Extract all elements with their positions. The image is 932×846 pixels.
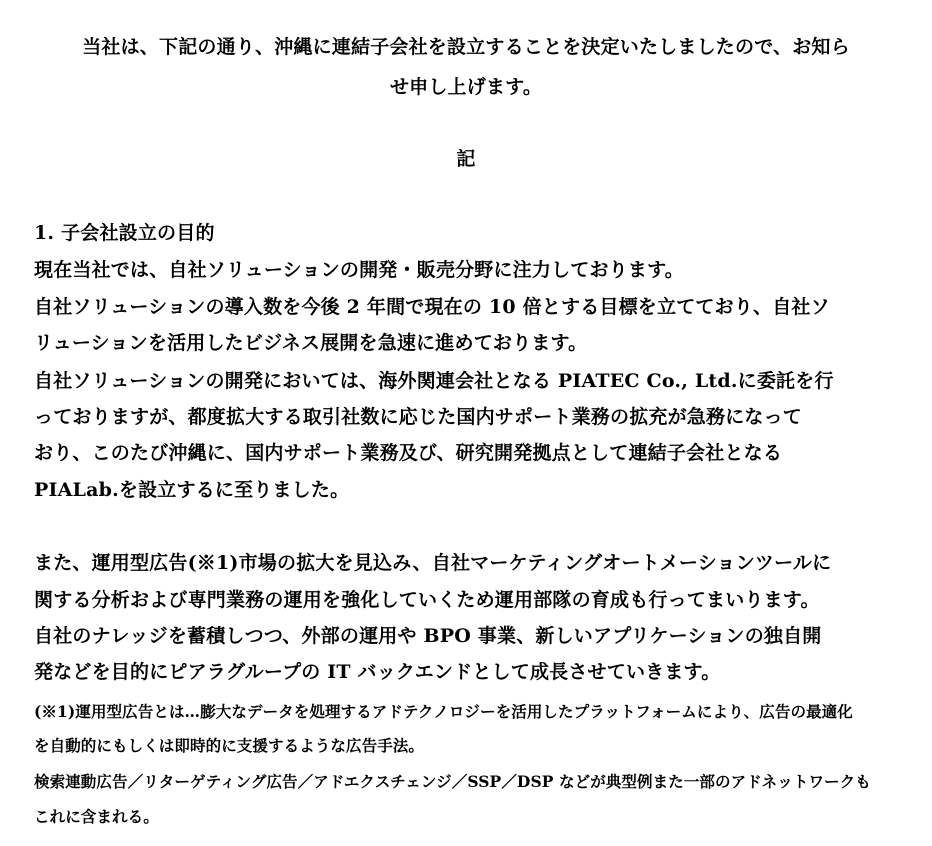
section-1-heading: 1. 子会社設立の目的: [34, 222, 215, 244]
intro-line-2: せ申し上げます。: [389, 76, 543, 98]
section-1-line-2: 自社ソリューションの導入数を今後 2 年間で現在の 10 倍とする目標を立てており、自社ソ: [34, 296, 830, 318]
paragraph-2-line-1: また、運用型広告(※1)市場の拡大を見込み、自社マーケティングオートメーションツールに: [34, 552, 832, 574]
section-1-line-7: PIALab.を設立するに至りました。: [34, 479, 350, 501]
section-1-line-4: 自社ソリューションの開発においては、海外関連会社となる PIATEC Co., Ltd.に委託を行: [34, 370, 834, 392]
section-1-line-5: っておりますが、都度拡大する取引社数に応じた国内サポート業務の拡充が急務になって: [34, 406, 803, 428]
section-1-line-3: リューションを活用したビジネス展開を急速に進めております。: [34, 332, 588, 354]
footnote-line-4: これに含まれる。: [34, 807, 159, 826]
paragraph-2-line-2: 関する分析および専門業務の運用を強化していくため運用部隊の育成も行ってまいります。: [34, 589, 820, 611]
section-1-line-1: 現在当社では、自社ソリューションの開発・販売分野に注力しております。: [34, 259, 684, 281]
ki-heading: 記: [456, 148, 476, 170]
section-1-line-6: おり、このたび沖縄に、国内サポート業務及び、研究開発拠点として連結子会社となる: [34, 442, 783, 464]
paragraph-2-line-4: 発などを目的にピアラグループの IT バックエンドとして成長させていきます。: [34, 661, 721, 683]
footnote-line-2: を自動的にもしくは即時的に支援するような広告手法。: [34, 736, 425, 755]
paragraph-2-line-3: 自社のナレッジを蓄積しつつ、外部の運用や BPO 事業、新しいアプリケーションの独自開: [34, 625, 822, 647]
footnote-line-1: (※1)運用型広告とは…膨大なデータを処理するアドテクノロジーを活用したプラットフォームにより、広告の最適化: [34, 702, 853, 721]
intro-line-1: 当社は、下記の通り、沖縄に連結子会社を設立することを決定いたしましたので、お知ら: [82, 36, 850, 58]
footnote-line-3: 検索連動広告／リターゲティング広告／アドエクスチェンジ／SSP／DSP などが典型例また一部のアドネットワークも: [34, 772, 871, 791]
